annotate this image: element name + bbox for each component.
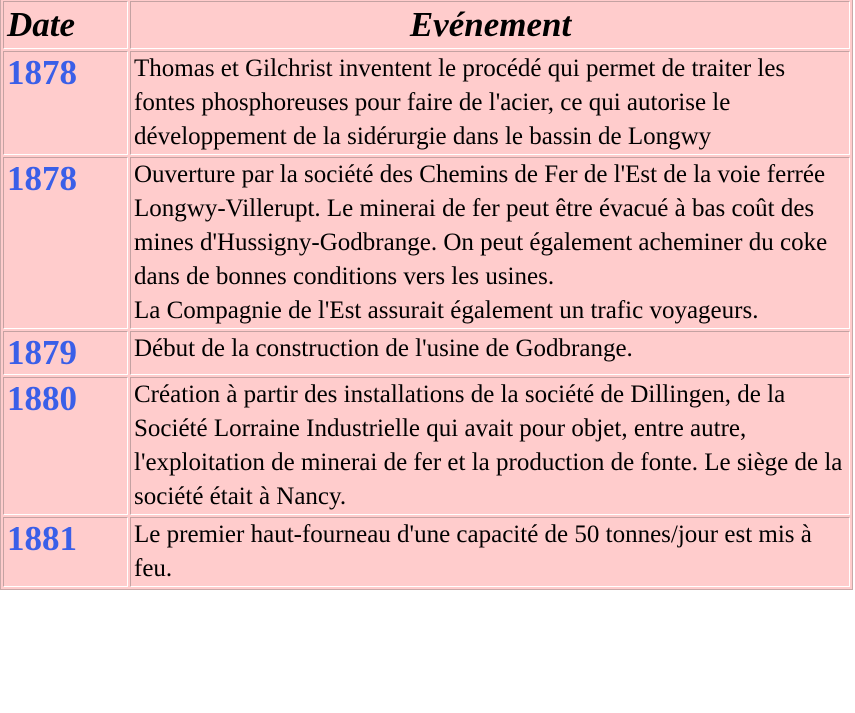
event-cell	[130, 377, 850, 515]
event-cell	[130, 331, 850, 375]
event-cell	[130, 51, 850, 155]
event-column-header: Evénement	[130, 1, 850, 49]
table-row	[3, 51, 850, 155]
year-cell: 1878	[3, 51, 128, 155]
table-row	[3, 157, 850, 329]
date-column-header: Date	[3, 1, 128, 49]
header-row	[3, 1, 850, 49]
event-text: Création à partir des installations de la société de Dillingen, de la Société Lorraine Industrielle qui avait pour objet, entre autre, l'exploitation de minerai de fer et la production de fonte. Le siège de la société était à Nancy.	[134, 381, 843, 510]
event-cell	[130, 157, 850, 329]
event-text: Le premier haut-fourneau d'une capacité de 50 tonnes/jour est mis à feu.	[134, 521, 812, 582]
event-text: La Compagnie de l'Est assurait également un trafic voyageurs.	[134, 297, 759, 324]
year-cell: 1880	[3, 377, 128, 515]
event-text: Ouverture par la société des Chemins de Fer de l'Est de la voie ferrée Longwy-Villerupt. Le minerai de fer peut être évacué à bas coût des mines d'Hussigny-Godbrange. On peut également acheminer du coke dans de bonnes conditions vers les usines.	[134, 161, 828, 290]
table-row	[3, 331, 850, 375]
year-cell: 1878	[3, 157, 128, 329]
event-text: Début de la construction de l'usine de Godbrange.	[134, 335, 633, 362]
event-cell	[130, 517, 850, 587]
table-row	[3, 377, 850, 515]
table-row	[3, 517, 850, 587]
event-text: Thomas et Gilchrist inventent le procédé qui permet de traiter les fontes phosphoreuses pour faire de l'acier, ce qui autorise le développement de la sidérurgie dans le bassin de Longwy	[134, 55, 786, 150]
year-cell: 1879	[3, 331, 128, 375]
year-cell: 1881	[3, 517, 128, 587]
